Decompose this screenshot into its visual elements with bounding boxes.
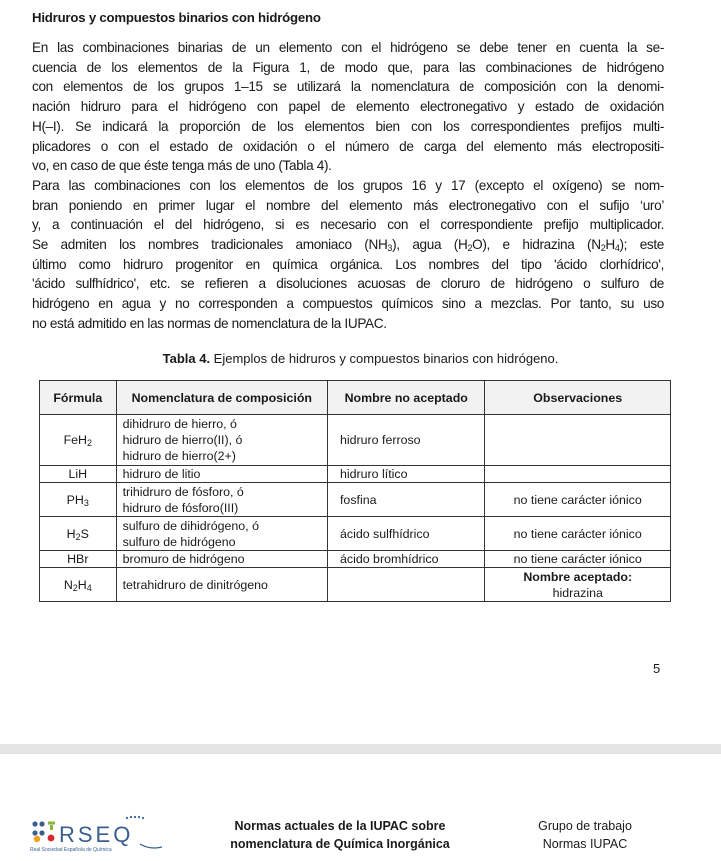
logo-dot: [32, 821, 37, 826]
cell-observations: [485, 568, 671, 602]
observation-label: Nombre aceptado:: [523, 569, 633, 584]
paragraph-1: [32, 38, 664, 176]
composition-line: tetrahidruro de dinitrógeno: [122, 577, 268, 592]
cell-formula: $N_2H_4$: [40, 568, 117, 602]
cell-formula: $PH_3$: [40, 483, 117, 517]
text-line: plicadores o con el estado de oxidación o el número de carga del elemento más electropositi-: [32, 138, 664, 154]
logo-dot: [32, 830, 37, 835]
table-row: [40, 551, 671, 568]
cell-composition: [116, 466, 327, 483]
cell-composition: [116, 568, 327, 602]
footer-title-line: nomenclatura de Química Inorgánica: [230, 836, 450, 851]
footer-title-line: Normas actuales de la IUPAC sobre: [234, 819, 446, 833]
subscript: 2: [600, 243, 606, 254]
page-separator: [0, 744, 721, 754]
composition-line: hidruro de litio: [122, 467, 201, 481]
text-line: vo, en caso de que éste tenga más de uno (Tabla 4).: [32, 158, 332, 174]
logo-dot: [48, 835, 55, 842]
logo-bar: [50, 825, 53, 830]
caption-text: Ejemplos de hidruros y compuestos binarios con hidrógeno.: [210, 351, 559, 366]
cell-observations: no tiene carácter iónico: [485, 483, 671, 517]
header-not-accepted: Nombre no aceptado: [327, 381, 484, 415]
subscript: 2: [467, 243, 473, 254]
header-composition: Nomenclatura de composición: [116, 381, 327, 415]
text-line: [32, 235, 664, 255]
text-line: nación hidruro para el hidrógeno con papel de elemento electronegativo y estado de oxidación: [32, 99, 664, 115]
page-number: 5: [653, 661, 661, 676]
cell-composition: [116, 415, 327, 466]
cell-not-accepted: ácido bromhídrico: [327, 551, 484, 568]
table-row: [40, 568, 671, 602]
cell-formula: LiH: [40, 466, 117, 483]
composition-line: hidruro de hierro(II), ó: [122, 433, 243, 447]
logo-dot: [39, 821, 44, 826]
cell-observations: no tiene carácter iónico: [485, 517, 671, 551]
page-footer: [0, 754, 721, 861]
subscript: 4: [614, 243, 620, 254]
cell-observations: [485, 466, 671, 483]
paragraph-3: [32, 235, 664, 334]
section-heading: Hidruros y compuestos binarios con hidrógeno: [32, 10, 321, 25]
composition-line: trihidruro de fósforo, ó: [122, 484, 244, 499]
text-line: 'ácido sulfhídrico', etc. se refieren a disoluciones acuosas de cloruro de hidrógeno o sulfuro de: [32, 276, 664, 292]
text-fragment: Se admiten los nombres tradicionales amoniaco (NH: [32, 237, 388, 253]
cell-not-accepted: ácido sulfhídrico: [327, 517, 484, 551]
hydrides-table: [39, 380, 671, 602]
cell-composition: [116, 483, 327, 517]
cell-not-accepted: fosfina: [327, 483, 484, 517]
composition-line: bromuro de hidrógeno: [122, 552, 245, 566]
table-caption: [0, 351, 721, 366]
paragraph-2: [32, 176, 664, 235]
composition-line: sulfuro de hidrógeno: [122, 534, 236, 549]
cell-not-accepted: [327, 568, 484, 602]
text-line: con elementos de los grupos 1–15 se utilizará la nomenclatura de composición con la denomi-: [32, 79, 664, 95]
logo-dot: [34, 836, 40, 842]
footer-working-group: [505, 818, 665, 853]
text-fragment: ), agua (H: [392, 237, 468, 253]
table-row: [40, 415, 671, 466]
logo-bar: [48, 822, 55, 825]
cell-formula: HBr: [40, 551, 117, 568]
rseq-logo: [28, 814, 168, 854]
logo-subtitle: Real Sociedad Española de Química: [30, 847, 112, 853]
text-line: bran poniendo en primer lugar el nombre del elemento más electronegativo con el sufijo ‘uro’: [32, 197, 664, 213]
text-line: En las combinaciones binarias de un elemento con el hidrógeno se debe tener en cuenta la se-: [32, 40, 664, 55]
caption-label: Tabla 4.: [162, 351, 211, 366]
logo-dot: [39, 830, 44, 835]
observation-text: hidrazina: [552, 585, 603, 600]
cell-composition: [116, 551, 327, 568]
cell-formula: $H_2S$: [40, 517, 117, 551]
composition-line: hidruro de hierro(2+): [122, 449, 236, 463]
logo-wordmark: RSEQ: [59, 822, 134, 847]
body-text: [32, 38, 664, 334]
composition-line: sulfuro de dihidrógeno, ó: [122, 518, 259, 533]
text-line: y, a continuación el del hidrógeno, si es necesario con el correspondiente prefijo multiplicador.: [32, 217, 664, 233]
composition-line: dihidruro de hierro, ó: [122, 417, 237, 431]
text-fragment: O), e hidrazina (N: [472, 237, 601, 253]
table-row: [40, 466, 671, 483]
table-row: [40, 517, 671, 551]
header-formula: Fórmula: [40, 381, 117, 415]
table-header-row: [40, 381, 671, 415]
footer-group-line: Grupo de trabajo: [538, 819, 632, 833]
text-fragment: H: [605, 237, 615, 253]
header-observations: Observaciones: [485, 381, 671, 415]
footer-group-line: Normas IUPAC: [542, 836, 628, 851]
text-line: hidrógeno en agua y no corresponden a compuestos químicos sino a mezclas. Por tanto, su uso: [32, 296, 664, 312]
text-line: no está admitido en las normas de nomenclatura de la IUPAC.: [32, 315, 387, 331]
cell-composition: [116, 517, 327, 551]
subscript: 3: [387, 243, 393, 254]
text-fragment: ); este: [619, 237, 664, 253]
cell-not-accepted: hidruro ferroso: [327, 415, 484, 466]
composition-line: hidruro de fósforo(III): [122, 500, 239, 515]
text-line: cuencia de los elementos de la Figura 1, de modo que, para las combinaciones de hidrógeno: [32, 59, 664, 75]
cell-formula: FeH$_2$: [40, 415, 117, 466]
text-line: último como hidruro progenitor en química orgánica. Los nombres del tipo 'ácido clorhídrico',: [32, 256, 664, 272]
text-line: Para las combinaciones con los elementos de los grupos 16 y 17 (excepto el oxígeno) se nom-: [32, 177, 664, 193]
table-row: [40, 483, 671, 517]
footer-title: [215, 818, 465, 853]
cell-observations: [485, 415, 671, 466]
cell-not-accepted: hidruro lítico: [327, 466, 484, 483]
text-line: H(–I). Se indicará la proporción de los elementos bien con los correspondientes prefijos multi-: [32, 118, 664, 134]
cell-observations: no tiene carácter iónico: [485, 551, 671, 568]
